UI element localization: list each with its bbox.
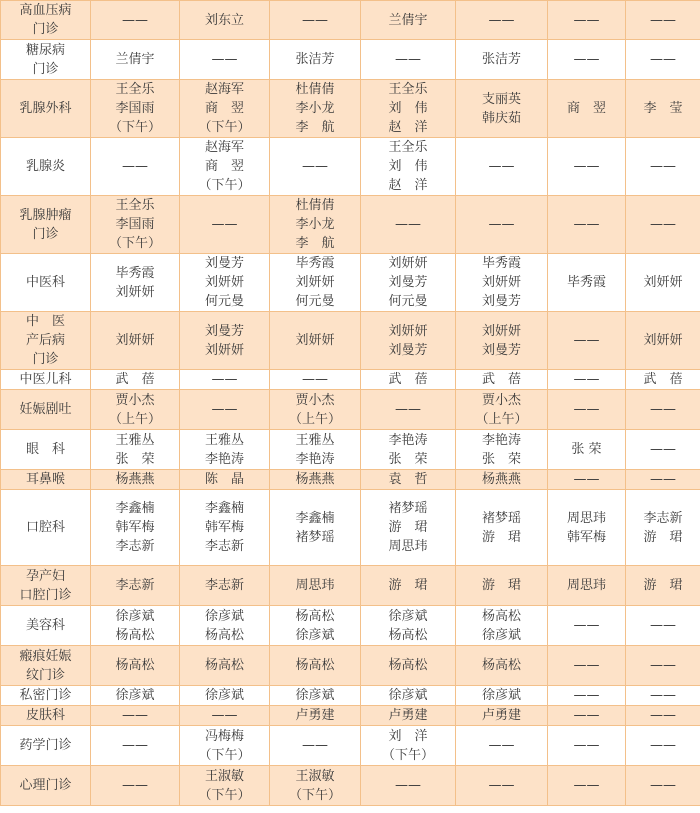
doctor-cell: 武 蓓 <box>361 370 456 390</box>
doctor-cell: —— <box>548 726 626 766</box>
department-name: 中 医 产后病 门诊 <box>1 312 91 370</box>
doctor-cell: —— <box>548 470 626 490</box>
doctor-cell: 王全乐 李国雨 （下午） <box>91 196 180 254</box>
schedule-body <box>1 1 700 806</box>
doctor-cell: 武 蓓 <box>456 370 548 390</box>
table-row <box>1 490 700 566</box>
doctor-cell: 毕秀霞 刘妍妍 <box>91 254 180 312</box>
doctor-cell: —— <box>626 390 700 430</box>
doctor-cell: —— <box>626 726 700 766</box>
doctor-cell: —— <box>270 1 361 40</box>
table-row <box>1 196 700 254</box>
doctor-cell: —— <box>180 370 270 390</box>
doctor-cell: —— <box>91 766 180 806</box>
doctor-cell: 毕秀霞 刘妍妍 刘曼芳 <box>456 254 548 312</box>
doctor-cell: 陈 晶 <box>180 470 270 490</box>
doctor-cell: 杜倩倩 李小龙 李 航 <box>270 196 361 254</box>
doctor-cell: 刘妍妍 刘曼芳 <box>456 312 548 370</box>
doctor-cell: 周思玮 <box>548 566 626 606</box>
doctor-cell: 贾小杰 （上午） <box>270 390 361 430</box>
table-row <box>1 646 700 686</box>
doctor-cell: 李志新 游 珺 <box>626 490 700 566</box>
doctor-cell: 褚梦瑶 游 珺 周思玮 <box>361 490 456 566</box>
table-row <box>1 80 700 138</box>
doctor-cell: 兰倩宇 <box>91 40 180 80</box>
doctor-cell: —— <box>180 706 270 726</box>
doctor-cell: 李艳涛 张 荣 <box>361 430 456 470</box>
doctor-cell: 杨燕燕 <box>270 470 361 490</box>
doctor-cell: 徐彦斌 <box>456 686 548 706</box>
doctor-cell: 王全乐 刘 伟 赵 洋 <box>361 138 456 196</box>
doctor-cell: 杨高松 <box>180 646 270 686</box>
doctor-cell: —— <box>361 40 456 80</box>
doctor-cell: —— <box>626 706 700 726</box>
doctor-cell: —— <box>548 1 626 40</box>
doctor-cell: 李志新 <box>180 566 270 606</box>
table-row <box>1 1 700 40</box>
doctor-cell: 刘东立 <box>180 1 270 40</box>
doctor-cell: —— <box>626 646 700 686</box>
doctor-cell: —— <box>456 138 548 196</box>
doctor-cell: —— <box>91 1 180 40</box>
table-row <box>1 254 700 312</box>
table-row <box>1 686 700 706</box>
doctor-cell: 卢勇建 <box>456 706 548 726</box>
doctor-cell: 李鑫楠 韩军梅 李志新 <box>91 490 180 566</box>
doctor-cell: 褚梦瑶 游 珺 <box>456 490 548 566</box>
department-name: 耳鼻喉 <box>1 470 91 490</box>
department-name: 孕产妇 口腔门诊 <box>1 566 91 606</box>
doctor-cell: 游 珺 <box>626 566 700 606</box>
doctor-cell: 冯梅梅 （下午） <box>180 726 270 766</box>
table-row <box>1 606 700 646</box>
doctor-cell: —— <box>626 40 700 80</box>
doctor-cell: —— <box>548 706 626 726</box>
doctor-cell: 李志新 <box>91 566 180 606</box>
doctor-cell: 刘曼芳 刘妍妍 何元曼 <box>180 254 270 312</box>
doctor-cell: —— <box>91 138 180 196</box>
doctor-cell: —— <box>626 606 700 646</box>
doctor-cell: —— <box>548 646 626 686</box>
table-row <box>1 706 700 726</box>
doctor-cell: —— <box>91 726 180 766</box>
doctor-cell: 周思玮 <box>270 566 361 606</box>
doctor-cell: 王淑敏 （下午） <box>270 766 361 806</box>
doctor-cell: 杨高松 徐彦斌 <box>270 606 361 646</box>
doctor-cell: —— <box>548 40 626 80</box>
doctor-cell: —— <box>180 196 270 254</box>
doctor-cell: —— <box>270 138 361 196</box>
doctor-cell: 杨高松 徐彦斌 <box>456 606 548 646</box>
doctor-cell: 李鑫楠 褚梦瑶 <box>270 490 361 566</box>
department-name: 中医儿科 <box>1 370 91 390</box>
doctor-cell: 杨高松 <box>91 646 180 686</box>
department-name: 乳腺肿瘤 门诊 <box>1 196 91 254</box>
doctor-cell: 杨高松 <box>270 646 361 686</box>
department-name: 糖尿病 门诊 <box>1 40 91 80</box>
table-row <box>1 138 700 196</box>
department-name: 眼 科 <box>1 430 91 470</box>
doctor-cell: 王全乐 刘 伟 赵 洋 <box>361 80 456 138</box>
doctor-cell: 卢勇建 <box>361 706 456 726</box>
department-name: 高血压病 门诊 <box>1 1 91 40</box>
doctor-cell: 周思玮 韩军梅 <box>548 490 626 566</box>
doctor-cell: —— <box>456 1 548 40</box>
doctor-cell: 刘妍妍 <box>270 312 361 370</box>
department-name: 药学门诊 <box>1 726 91 766</box>
department-name: 美容科 <box>1 606 91 646</box>
table-row <box>1 766 700 806</box>
doctor-cell: 刘妍妍 <box>626 312 700 370</box>
doctor-cell: —— <box>626 766 700 806</box>
doctor-cell: 徐彦斌 <box>361 686 456 706</box>
department-name: 瘢痕妊娠 纹门诊 <box>1 646 91 686</box>
doctor-cell: —— <box>626 196 700 254</box>
doctor-cell: 刘曼芳 刘妍妍 <box>180 312 270 370</box>
doctor-cell: 王雅丛 李艳涛 <box>180 430 270 470</box>
doctor-cell: 武 蓓 <box>626 370 700 390</box>
doctor-cell: —— <box>548 138 626 196</box>
doctor-cell: 刘妍妍 <box>626 254 700 312</box>
doctor-cell: 贾小杰 （上午） <box>456 390 548 430</box>
doctor-cell: 徐彦斌 <box>180 686 270 706</box>
doctor-cell: 张洁芳 <box>456 40 548 80</box>
doctor-cell: 游 珺 <box>361 566 456 606</box>
doctor-cell: —— <box>626 138 700 196</box>
doctor-cell: 刘 洋 （下午） <box>361 726 456 766</box>
table-row <box>1 40 700 80</box>
doctor-cell: 袁 哲 <box>361 470 456 490</box>
doctor-cell: 游 珺 <box>456 566 548 606</box>
doctor-cell: 商 翌 <box>548 80 626 138</box>
doctor-cell: —— <box>361 196 456 254</box>
doctor-cell: —— <box>548 686 626 706</box>
doctor-cell: 卢勇建 <box>270 706 361 726</box>
department-name: 私密门诊 <box>1 686 91 706</box>
doctor-cell: 赵海军 商 翌 （下午） <box>180 80 270 138</box>
doctor-cell: 徐彦斌 杨高松 <box>361 606 456 646</box>
department-name: 妊娠剧吐 <box>1 390 91 430</box>
doctor-cell: 杨燕燕 <box>456 470 548 490</box>
table-row <box>1 470 700 490</box>
department-name: 心理门诊 <box>1 766 91 806</box>
doctor-cell: —— <box>180 40 270 80</box>
doctor-cell: 徐彦斌 <box>91 686 180 706</box>
doctor-cell: —— <box>456 726 548 766</box>
doctor-cell: 杨高松 <box>456 646 548 686</box>
doctor-cell: —— <box>456 766 548 806</box>
department-name: 中医科 <box>1 254 91 312</box>
doctor-cell: —— <box>270 726 361 766</box>
department-name: 皮肤科 <box>1 706 91 726</box>
doctor-cell: —— <box>361 390 456 430</box>
doctor-cell: —— <box>626 430 700 470</box>
doctor-cell: 王雅丛 张 荣 <box>91 430 180 470</box>
doctor-cell: 张洁芳 <box>270 40 361 80</box>
department-name: 乳腺外科 <box>1 80 91 138</box>
doctor-cell: 李 莹 <box>626 80 700 138</box>
doctor-cell: —— <box>548 606 626 646</box>
doctor-cell: —— <box>548 196 626 254</box>
doctor-cell: 毕秀霞 <box>548 254 626 312</box>
table-row <box>1 370 700 390</box>
table-row <box>1 390 700 430</box>
doctor-cell: 李艳涛 张 荣 <box>456 430 548 470</box>
doctor-cell: 王全乐 李国雨 （下午） <box>91 80 180 138</box>
doctor-cell: —— <box>548 370 626 390</box>
doctor-cell: —— <box>548 766 626 806</box>
department-name: 乳腺炎 <box>1 138 91 196</box>
doctor-cell: 徐彦斌 <box>270 686 361 706</box>
doctor-cell: —— <box>626 470 700 490</box>
doctor-cell: 杨高松 <box>361 646 456 686</box>
doctor-cell: 武 蓓 <box>91 370 180 390</box>
doctor-cell: —— <box>626 1 700 40</box>
doctor-cell: 支丽英 韩庆茹 <box>456 80 548 138</box>
doctor-cell: 杜倩倩 李小龙 李 航 <box>270 80 361 138</box>
table-row <box>1 726 700 766</box>
doctor-cell: 赵海军 商 翌 （下午） <box>180 138 270 196</box>
department-name: 口腔科 <box>1 490 91 566</box>
doctor-cell: —— <box>180 390 270 430</box>
doctor-cell: —— <box>456 196 548 254</box>
doctor-cell: 张 荣 <box>548 430 626 470</box>
doctor-cell: 杨燕燕 <box>91 470 180 490</box>
doctor-cell: —— <box>626 686 700 706</box>
table-row <box>1 312 700 370</box>
doctor-cell: —— <box>361 766 456 806</box>
doctor-cell: 李鑫楠 韩军梅 李志新 <box>180 490 270 566</box>
doctor-cell: —— <box>548 312 626 370</box>
doctor-cell: 王雅丛 李艳涛 <box>270 430 361 470</box>
table-row <box>1 430 700 470</box>
table-row <box>1 566 700 606</box>
doctor-cell: —— <box>548 390 626 430</box>
doctor-cell: 王淑敏 （下午） <box>180 766 270 806</box>
doctor-cell: 徐彦斌 杨高松 <box>91 606 180 646</box>
doctor-cell: 毕秀霞 刘妍妍 何元曼 <box>270 254 361 312</box>
doctor-cell: 徐彦斌 杨高松 <box>180 606 270 646</box>
doctor-cell: 刘妍妍 刘曼芳 何元曼 <box>361 254 456 312</box>
doctor-cell: —— <box>270 370 361 390</box>
doctor-cell: 刘妍妍 刘曼芳 <box>361 312 456 370</box>
doctor-cell: 刘妍妍 <box>91 312 180 370</box>
doctor-cell: —— <box>91 706 180 726</box>
doctor-cell: 贾小杰 （上午） <box>91 390 180 430</box>
doctor-cell: 兰倩宇 <box>361 1 456 40</box>
